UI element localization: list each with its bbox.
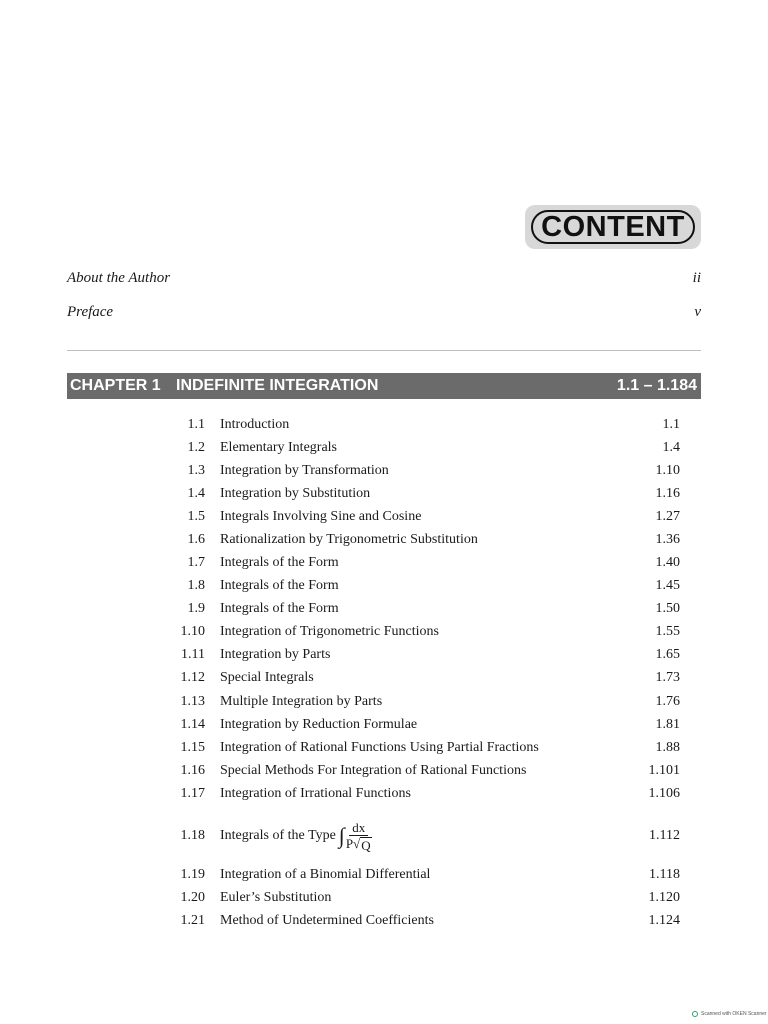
toc-item[interactable] (170, 715, 680, 735)
formula-denom-q: Q (361, 837, 371, 853)
front-matter-page: ii (692, 270, 701, 286)
formula-denominator (346, 836, 372, 853)
toc-item[interactable] (170, 692, 680, 712)
toc-title: Integration by Transformation (220, 463, 389, 478)
toc-number: 1.14 (180, 717, 205, 732)
toc-item[interactable] (170, 599, 680, 619)
toc-item[interactable] (170, 645, 680, 665)
toc-number: 1.6 (187, 532, 205, 547)
toc-title: Integrals of the Type (220, 828, 336, 843)
integral-symbol: ∫ (338, 823, 345, 848)
toc-item[interactable] (170, 507, 680, 527)
toc-page: 1.112 (649, 828, 680, 843)
toc-item[interactable] (170, 668, 680, 688)
toc-page: 1.50 (655, 601, 680, 616)
toc-title: Special Integrals (220, 670, 314, 685)
toc-page: 1.65 (655, 647, 680, 662)
toc-number: 1.5 (187, 509, 205, 524)
toc-item[interactable] (170, 911, 680, 931)
toc-page: 1.73 (655, 670, 680, 685)
toc-page: 1.76 (655, 694, 680, 709)
toc-page: 1.16 (655, 486, 680, 501)
toc-number: 1.8 (187, 578, 205, 593)
toc-page: 1.4 (662, 440, 680, 455)
toc-title: Integrals of the Form (220, 555, 339, 570)
scanner-watermark (692, 1011, 767, 1017)
toc-page: 1.124 (648, 913, 680, 928)
toc-item[interactable] (170, 484, 680, 504)
chapter-title: INDEFINITE INTEGRATION (176, 377, 379, 394)
toc-page: 1.1 (662, 417, 680, 432)
scanner-text: Scanned with OKEN Scanner (701, 1011, 767, 1017)
toc-page: 1.27 (655, 509, 680, 524)
toc-title: Integration of Trigonometric Functions (220, 624, 439, 639)
toc-number: 1.2 (187, 440, 205, 455)
divider (67, 350, 701, 351)
toc-item[interactable] (170, 761, 680, 781)
toc-page: 1.55 (655, 624, 680, 639)
toc-number: 1.15 (180, 740, 205, 755)
toc-page: 1.40 (655, 555, 680, 570)
toc-number: 1.18 (180, 828, 205, 843)
front-matter-row[interactable] (67, 270, 701, 287)
toc-page: 1.101 (648, 763, 680, 778)
toc-title: Elementary Integrals (220, 440, 338, 455)
toc-number: 1.20 (180, 890, 205, 905)
toc-item[interactable] (170, 530, 680, 550)
toc-title: Method of Undetermined Coefficients (220, 913, 434, 928)
toc-page: 1.45 (655, 578, 680, 593)
toc-title: Rationalization by Trigonometric Substitution (220, 532, 478, 547)
toc-title: Special Methods For Integration of Rational Functions (220, 763, 527, 778)
toc-number: 1.10 (180, 624, 205, 639)
toc-title: Integration of Irrational Functions (220, 786, 411, 801)
chapter-pages: 1.1 – 1.184 (616, 377, 697, 394)
toc-title: Euler’s Substitution (220, 890, 332, 905)
toc-title: Integrals of the Form (220, 578, 339, 593)
toc-title: Integration of Rational Functions Using Partial Fractions (220, 740, 539, 755)
toc-number: 1.19 (180, 867, 205, 882)
toc-number: 1.4 (187, 486, 205, 501)
toc-page: 1.106 (648, 786, 680, 801)
toc-number: 1.17 (180, 786, 205, 801)
toc-page: 1.120 (648, 890, 680, 905)
toc-title-with-formula (220, 820, 620, 853)
toc-item[interactable] (170, 622, 680, 642)
toc-item[interactable] (170, 461, 680, 481)
front-matter-row[interactable] (67, 304, 701, 321)
toc-page: 1.88 (655, 740, 680, 755)
toc-page: 1.36 (655, 532, 680, 547)
content-heading: CONTENT (531, 210, 695, 244)
toc-item[interactable] (170, 815, 680, 857)
toc-number: 1.3 (187, 463, 205, 478)
toc-title: Introduction (220, 417, 290, 432)
toc-number: 1.21 (180, 913, 205, 928)
toc-number: 1.16 (180, 763, 205, 778)
toc-number: 1.9 (187, 601, 205, 616)
toc-number: 1.13 (180, 694, 205, 709)
toc-number: 1.12 (180, 670, 205, 685)
toc-page: 1.81 (655, 717, 680, 732)
toc-item[interactable] (170, 415, 680, 435)
chapter-header[interactable] (67, 373, 701, 399)
toc-item[interactable] (170, 738, 680, 758)
front-matter-title: Preface (67, 304, 114, 320)
toc-title: Integration of a Binomial Differential (220, 867, 431, 882)
toc-title: Integrals of the Form (220, 601, 339, 616)
toc-title: Integration by Parts (220, 647, 331, 662)
toc-title: Multiple Integration by Parts (220, 694, 383, 709)
front-matter-title: About the Author (67, 270, 171, 286)
scanner-logo-icon (692, 1011, 698, 1017)
toc-title: Integrals Involving Sine and Cosine (220, 509, 422, 524)
toc-item[interactable] (170, 576, 680, 596)
toc-number: 1.7 (187, 555, 205, 570)
toc-page: 1.118 (649, 867, 680, 882)
toc-item[interactable] (170, 438, 680, 458)
toc-number: 1.1 (187, 417, 205, 432)
toc-item[interactable] (170, 865, 680, 885)
toc-title: Integration by Substitution (220, 486, 371, 501)
toc-item[interactable] (170, 553, 680, 573)
toc-title: Integration by Reduction Formulae (220, 717, 418, 732)
formula-numerator: dx (349, 820, 368, 836)
formula-denom-p: P (345, 835, 354, 851)
front-matter-page: v (694, 304, 701, 320)
chapter-number: CHAPTER 1 (70, 377, 161, 394)
toc-item[interactable] (170, 888, 680, 908)
toc-page: 1.10 (655, 463, 680, 478)
toc-number: 1.11 (181, 647, 205, 662)
content-heading-badge (525, 205, 701, 249)
toc-item[interactable] (170, 784, 680, 804)
formula-fraction (346, 820, 372, 853)
radical-symbol: √ (353, 835, 361, 851)
